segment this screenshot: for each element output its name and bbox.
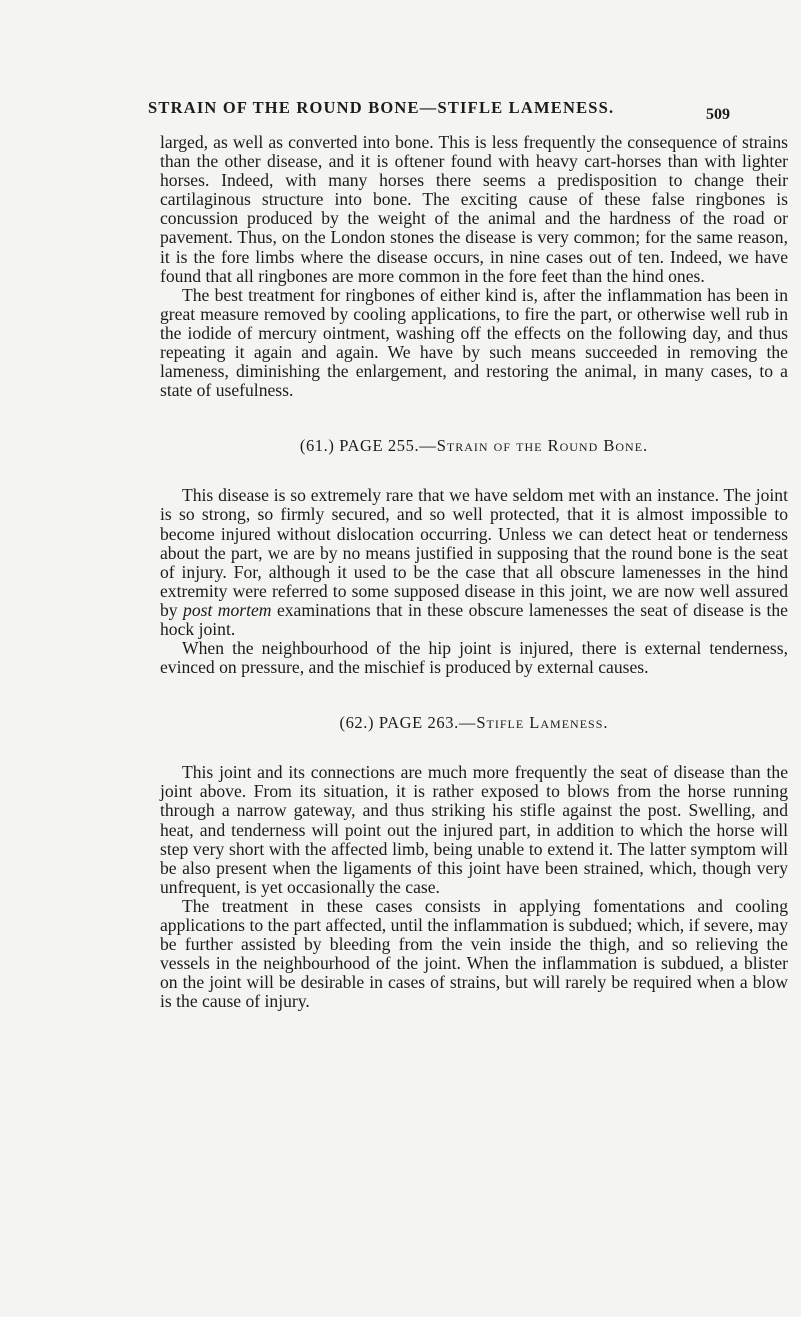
body-text bbox=[160, 133, 788, 1011]
paragraph-text: This disease is so extremely rare that we have seldom met with an instance. The joint is so strong, so firmly secured, and so well protected, that it is almost impossible to become injured without dislocation occurring. Unless we can detect heat or tenderness about the part, we are by no means justified in supposing that the round bone is the seat of injury. For, although it used to be the case that all obscure lamenesses in the hind extremity were referred to some supposed disease in this joint, we are now well assured by bbox=[160, 485, 788, 620]
paragraph: This joint and its connections are much more frequently the seat of disease than the joint above. From its situation, it is rather exposed to blows from the horse running through a narrow gateway, and thus striking his stifle against the post. Swelling, and heat, and tenderness will point out the injured part, in addition to which the horse will step very short with the affected limb, being unable to extend it. The latter symptom will be also present when the ligaments of this joint have been strained, which, though very unfrequent, is yet occasionally the case. bbox=[160, 762, 788, 897]
paragraph: larged, as well as converted into bone. This is less frequently the consequence of strains than the other disease, and it is oftener found with heavy cart-horses than with lighter horses. Indeed, with many horses there seems a predisposition to change their cartilaginous structure into bone. The exciting cause of these false ringbones is concussion produced by the weight of the animal and the hardness of the road or pavement. Thus, on the London stones the disease is very common; for the same reason, it is the fore limbs where the disease occurs, in nine cases out of ten. Indeed, we have found that all ringbones are more common in the fore feet than the hind ones. bbox=[160, 132, 788, 286]
section-heading-62 bbox=[160, 713, 788, 733]
paragraph: When the neighbourhood of the hip joint is injured, there is external tenderness, evinced on pressure, and the mischief is produced by external causes. bbox=[160, 638, 788, 678]
section-title: —Strain of the Round Bone. bbox=[419, 436, 649, 456]
section-title: —Stifle Lameness. bbox=[458, 713, 609, 733]
section-heading-61 bbox=[160, 436, 788, 456]
paragraph: The best treatment for ringbones of either kind is, after the inflammation has been in great measure removed by cooling applications, to fire the part, or otherwise well rub in the iodide of mercury ointment, washing off the effects on the following day, and thus repeating it again and again. We have by such means succeeded in removing the lameness, diminishing the enlargement, and restoring the animal, in many cases, to a state of usefulness. bbox=[160, 284, 788, 401]
running-head: STRAIN OF THE ROUND BONE—STIFLE LAMENESS. bbox=[148, 98, 615, 117]
paragraph bbox=[160, 486, 788, 639]
paragraph: The treatment in these cases consists in applying fomentations and cooling applications to the part affected, until the inflammation is subdued; which, if severe, may be further assisted by bleeding from the vein inside the thigh, and so relieving the vessels in the neighbourhood of the joint. When the inflammation is subdued, a blister on the joint will be desirable in cases of strains, but will rarely be required when a blow is the cause of injury. bbox=[160, 895, 788, 1012]
section-number: (61.) bbox=[299, 436, 335, 456]
section-page-ref: PAGE 255. bbox=[339, 436, 420, 456]
section-number: (62.) bbox=[339, 713, 375, 733]
italic-phrase: post mortem bbox=[183, 599, 272, 620]
paragraph-text: examinations that in these obscure lamenesses the seat of disease is the hock joint. bbox=[160, 599, 788, 639]
page-header bbox=[148, 98, 648, 118]
page-number: 509 bbox=[706, 106, 730, 123]
section-page-ref: PAGE 263. bbox=[378, 713, 459, 733]
